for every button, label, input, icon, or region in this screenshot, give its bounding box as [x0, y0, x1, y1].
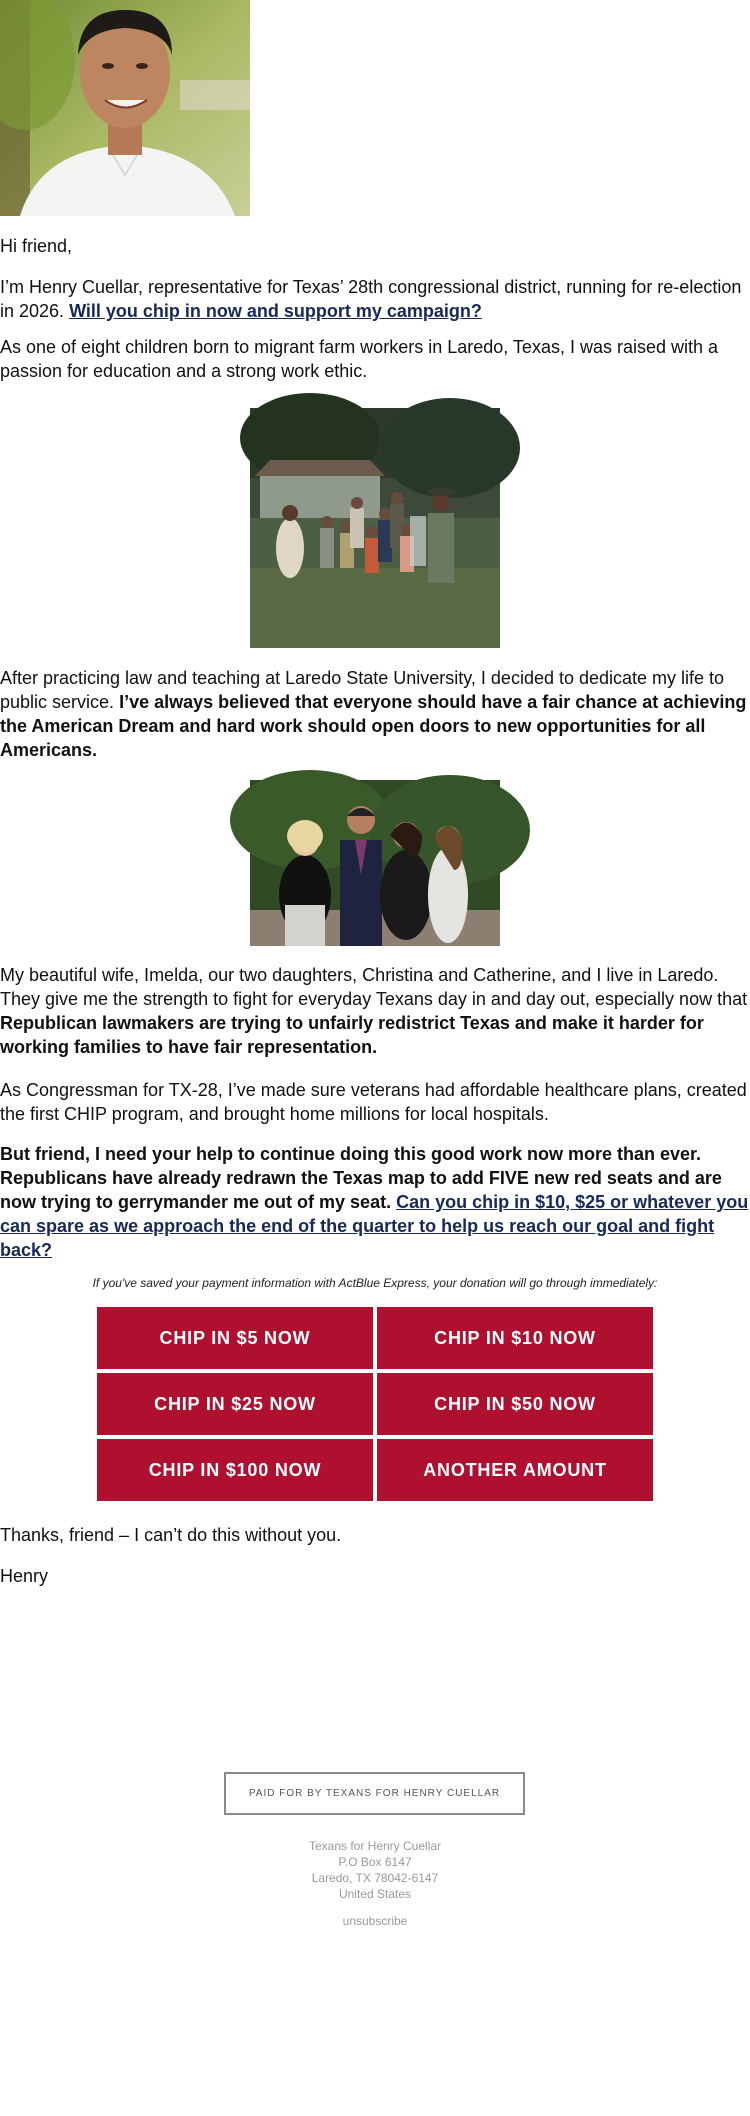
career-line-2-bold: I’ve always believed that everyone should have a fair chance at achieving — [119, 692, 747, 712]
chip-in-25-button[interactable]: CHIP IN $25 NOW — [97, 1373, 373, 1435]
career-line-4: Americans. — [0, 740, 98, 760]
family-line-4: working families to have fair representation. — [0, 1037, 378, 1057]
chip-in-100-button[interactable]: CHIP IN $100 NOW — [97, 1439, 373, 1501]
thanks-text: Thanks, friend – I can’t do this without you. — [0, 1525, 342, 1545]
candidate-headshot-photo — [0, 0, 250, 216]
career-paragraph — [0, 666, 747, 762]
actblue-express-note: If you've saved your payment information with ActBlue Express, your donation will go through immediately: — [92, 1276, 658, 1290]
childhood-line-1: As one of eight children born to migrant farm workers in Laredo, Texas, I was raised with a — [0, 337, 719, 357]
record-line-2: the first CHIP program, and brought home millions for local hospitals. — [0, 1104, 549, 1124]
address-city: Laredo, TX 78042-6147 — [311, 1871, 439, 1885]
chip-in-50-button[interactable]: CHIP IN $50 NOW — [377, 1373, 653, 1435]
chip-in-5-button[interactable]: CHIP IN $5 NOW — [97, 1307, 373, 1369]
ask-line-3-bold: now trying to gerrymander me out of my seat. — [0, 1192, 397, 1212]
signature-text: Henry — [0, 1566, 49, 1586]
family-line-3: Republican lawmakers are trying to unfairly redistrict Texas and make it harder for — [0, 1013, 704, 1033]
intro-paragraph — [0, 275, 740, 323]
support-campaign-link[interactable]: Will you chip in now and support my campaign? — [69, 301, 482, 321]
greeting-text: Hi friend, — [0, 236, 73, 256]
ask-line-2: Republicans have already redrawn the Texas map to add FIVE new red seats and are — [0, 1168, 722, 1188]
ask-line-1: But friend, I need your help to continue doing this good work now more than ever. — [0, 1144, 702, 1164]
intro-line-2-prefix: in 2026. — [0, 301, 70, 321]
address-po-box: P.O Box 6147 — [338, 1855, 412, 1869]
mailing-address — [0, 1838, 750, 1902]
paid-for-disclaimer: PAID FOR BY TEXANS FOR HENRY CUELLAR — [224, 1772, 525, 1815]
another-amount-button[interactable]: ANOTHER AMOUNT — [377, 1439, 653, 1501]
career-line-1: After practicing law and teaching at Laredo State University, I decided to dedicate my life to — [0, 668, 725, 688]
intro-line-1: I’m Henry Cuellar, representative for Texas’ 28th congressional district, running for re-election — [0, 277, 742, 297]
ask-paragraph — [0, 1142, 749, 1262]
current-family-photo — [250, 780, 500, 946]
chip-in-link-line-3[interactable]: back? — [0, 1240, 53, 1260]
chip-in-10-button[interactable]: CHIP IN $10 NOW — [377, 1307, 653, 1369]
family-line-1: My beautiful wife, Imelda, our two daughters, Christina and Catherine, and I live in Laredo. — [0, 965, 719, 985]
record-line-1: As Congressman for TX-28, I’ve made sure veterans had affordable healthcare plans, created — [0, 1080, 747, 1100]
address-country: United States — [338, 1887, 412, 1901]
childhood-paragraph — [0, 335, 740, 383]
childhood-family-photo — [250, 408, 500, 648]
career-line-2-plain: public service. — [0, 692, 120, 712]
career-line-3: the American Dream and hard work should open doors to new opportunities for all — [0, 716, 706, 736]
family-paragraph — [0, 963, 748, 1059]
chip-in-link-line-2[interactable]: can spare as we approach the end of the quarter to help us reach our goal and fight — [0, 1216, 715, 1236]
chip-in-link[interactable]: Can you chip in $10, $25 or whatever you — [396, 1192, 749, 1212]
address-org: Texans for Henry Cuellar — [308, 1839, 442, 1853]
family-line-2: They give me the strength to fight for everyday Texans day in and day out, especially now that — [0, 989, 748, 1009]
childhood-line-2: passion for education and a strong work ethic. — [0, 361, 368, 381]
record-paragraph — [0, 1078, 747, 1126]
unsubscribe-link[interactable]: unsubscribe — [342, 1914, 408, 1928]
